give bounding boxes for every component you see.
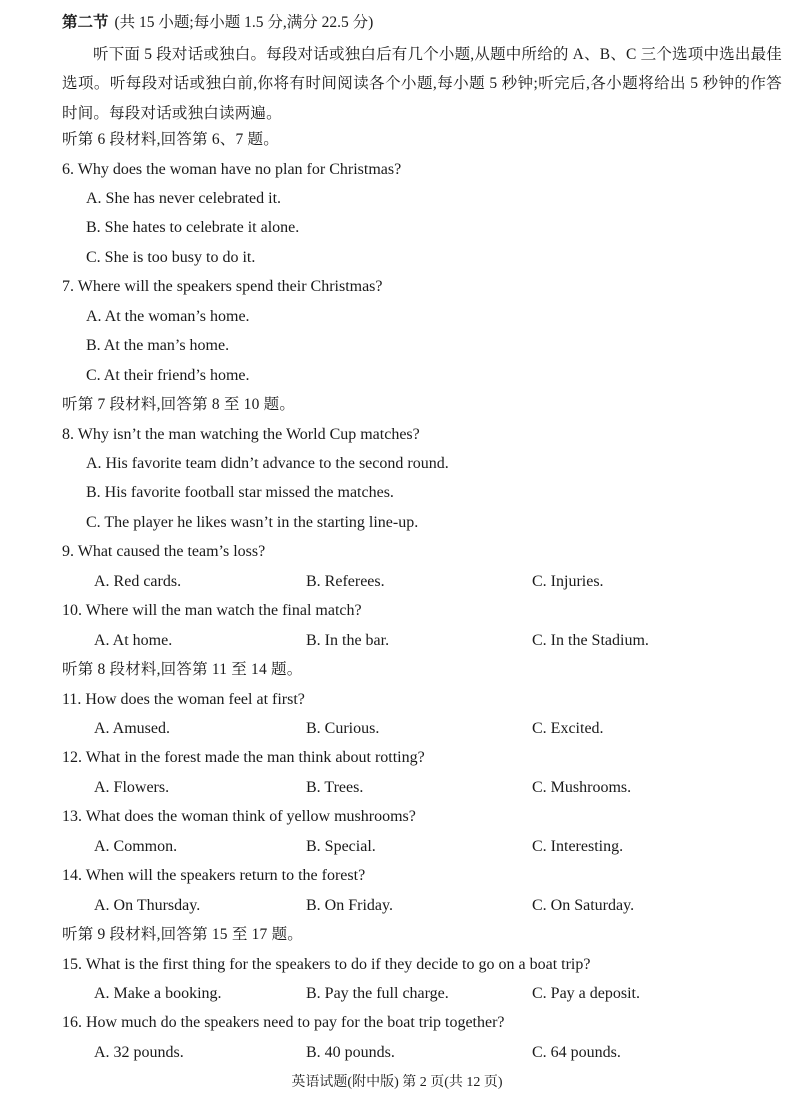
question-16: 16. How much do the speakers need to pay for the boat trip together? xyxy=(62,1014,505,1031)
options-row-13 xyxy=(94,836,734,858)
options-row-9 xyxy=(94,571,734,593)
question-6: 6. Why does the woman have no plan for Christmas? xyxy=(62,161,402,178)
option-7b: B. At the man’s home. xyxy=(86,337,230,354)
group-heading-9: 听第 9 段材料,回答第 15 至 17 题。 xyxy=(62,926,303,943)
options-row-15 xyxy=(94,983,734,1005)
option-13b: B. Special. xyxy=(306,838,376,855)
question-7: 7. Where will the speakers spend their Christmas? xyxy=(62,278,383,295)
option-7a: A. At the woman’s home. xyxy=(86,308,250,325)
question-12: 12. What in the forest made the man think about rotting? xyxy=(62,749,425,766)
option-13c: C. Interesting. xyxy=(532,838,624,855)
option-10a: A. At home. xyxy=(94,632,173,649)
option-16a: A. 32 pounds. xyxy=(94,1044,184,1061)
option-6c: C. She is too busy to do it. xyxy=(86,249,256,266)
option-15c: C. Pay a deposit. xyxy=(532,985,640,1002)
option-6b: B. She hates to celebrate it alone. xyxy=(86,219,300,236)
option-14a: A. On Thursday. xyxy=(94,897,201,914)
option-6a: A. She has never celebrated it. xyxy=(86,190,282,207)
instructions-paragraph: 听下面 5 段对话或独白。每段对话或独白后有几个小题,从题中所给的 A、B、C 三个选项中选出最佳选项。听每段对话或独白前,你将有时间阅读各个小题,每小题 5 秒钟;听完后,各小题将给出 5 秒钟的作答时间。每段对话或独白读两遍。 xyxy=(62,46,782,122)
section-header xyxy=(62,11,373,33)
section-title: 第二节 xyxy=(62,13,109,31)
option-16c: C. 64 pounds. xyxy=(532,1044,621,1061)
option-15b: B. Pay the full charge. xyxy=(306,985,449,1002)
question-9: 9. What caused the team’s loss? xyxy=(62,543,266,560)
options-row-16 xyxy=(94,1042,734,1064)
section-note: (共 15 小题;每小题 1.5 分,满分 22.5 分) xyxy=(114,14,374,31)
option-15a: A. Make a booking. xyxy=(94,985,222,1002)
option-8b: B. His favorite football star missed the matches. xyxy=(86,484,394,501)
question-11: 11. How does the woman feel at first? xyxy=(62,691,305,708)
options-row-12 xyxy=(94,777,734,799)
option-16b: B. 40 pounds. xyxy=(306,1044,395,1061)
option-11a: A. Amused. xyxy=(94,720,170,737)
option-10c: C. In the Stadium. xyxy=(532,632,649,649)
options-row-10 xyxy=(94,630,734,652)
option-10b: B. In the bar. xyxy=(306,632,390,649)
option-9b: B. Referees. xyxy=(306,573,385,590)
question-13: 13. What does the woman think of yellow mushrooms? xyxy=(62,808,416,825)
option-14b: B. On Friday. xyxy=(306,897,393,914)
option-14c: C. On Saturday. xyxy=(532,897,635,914)
question-10: 10. Where will the man watch the final match? xyxy=(62,602,362,619)
options-row-11 xyxy=(94,718,734,740)
option-8c: C. The player he likes wasn’t in the starting line-up. xyxy=(86,514,419,531)
option-12a: A. Flowers. xyxy=(94,779,170,796)
option-9c: C. Injuries. xyxy=(532,573,604,590)
option-9a: A. Red cards. xyxy=(94,573,182,590)
option-7c: C. At their friend’s home. xyxy=(86,367,250,384)
option-11c: C. Excited. xyxy=(532,720,604,737)
question-8: 8. Why isn’t the man watching the World Cup matches? xyxy=(62,426,420,443)
option-13a: A. Common. xyxy=(94,838,178,855)
group-heading-8: 听第 8 段材料,回答第 11 至 14 题。 xyxy=(62,661,303,678)
group-heading-6: 听第 6 段材料,回答第 6、7 题。 xyxy=(62,131,279,148)
group-heading-7: 听第 7 段材料,回答第 8 至 10 题。 xyxy=(62,396,296,413)
options-row-14 xyxy=(94,895,734,917)
option-12c: C. Mushrooms. xyxy=(532,779,632,796)
option-11b: B. Curious. xyxy=(306,720,380,737)
question-15: 15. What is the first thing for the speakers to do if they decide to go on a boat trip? xyxy=(62,956,591,973)
page-footer: 英语试题(附中版) 第 2 页(共 12 页) xyxy=(291,1075,503,1090)
option-12b: B. Trees. xyxy=(306,779,364,796)
question-14: 14. When will the speakers return to the forest? xyxy=(62,867,366,884)
option-8a: A. His favorite team didn’t advance to the second round. xyxy=(86,455,449,472)
